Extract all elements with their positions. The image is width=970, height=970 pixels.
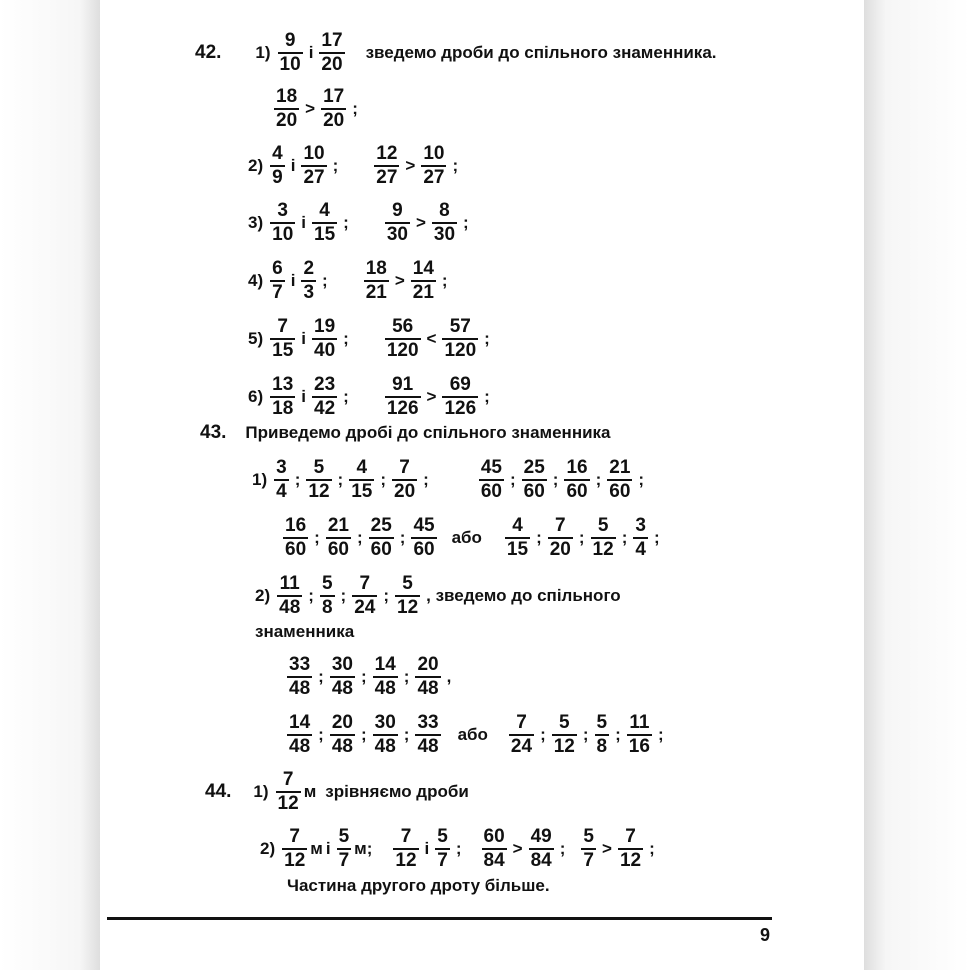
fraction — [287, 654, 312, 700]
numerator: 7 — [400, 826, 412, 847]
denominator: 15 — [272, 340, 294, 361]
denominator: 24 — [354, 597, 376, 618]
numerator: 25 — [523, 457, 545, 478]
numerator: 5 — [437, 826, 448, 847]
numerator: 5 — [313, 457, 325, 478]
numerator: 56 — [392, 316, 414, 337]
numerator: 20 — [417, 654, 439, 675]
fraction — [274, 86, 299, 132]
problem-42-row-1 — [195, 30, 720, 76]
fraction — [349, 457, 374, 503]
fraction — [627, 712, 652, 758]
text: Приведемо дробі до спільного знаменника — [245, 423, 611, 442]
numerator: 4 — [319, 200, 330, 221]
text: зведемо дроби до спільного знаменника. — [365, 43, 717, 62]
numerator: 60 — [483, 826, 505, 847]
problem-42-row-7: 6) $\frac{13}{18}$ і $\frac{23}{42}$ ; $\frac{91}{126}$ > $\frac{69}{126}$ ; — [248, 374, 490, 419]
denominator: 48 — [417, 678, 439, 699]
text: знаменника — [255, 622, 355, 641]
denominator: 60 — [566, 481, 588, 502]
fraction — [591, 515, 616, 561]
fraction — [411, 258, 436, 304]
denominator: 12 — [592, 539, 614, 560]
numerator: 21 — [327, 515, 349, 536]
problem-44-row-2: 2) $\frac{7}{12}$ м і $\frac{5}{7}$ м; $\frac{7}{12}$ і $\frac{5}{7}$ ; $\frac{60}{84}$ > $\frac{49}{84}$ ; $\frac{5}{7}$ > $\frac{7}{12}$ ; — [260, 826, 655, 871]
denominator: 27 — [376, 167, 398, 188]
numerator: 4 — [356, 457, 368, 478]
numerator: 11 — [279, 573, 300, 594]
denominator: 4 — [635, 539, 646, 560]
numerator: 16 — [285, 515, 307, 536]
numerator: 5 — [402, 573, 413, 594]
denominator: 12 — [308, 481, 330, 502]
fraction — [442, 374, 478, 420]
conjunction: і — [308, 43, 314, 62]
denominator: 7 — [338, 850, 350, 871]
fraction — [277, 573, 302, 619]
denominator: 12 — [553, 736, 575, 757]
numerator: 69 — [449, 374, 471, 395]
denominator: 20 — [394, 481, 416, 502]
denominator: 60 — [480, 481, 502, 502]
numerator: 7 — [359, 573, 371, 594]
denominator: 20 — [323, 110, 345, 131]
fraction — [301, 258, 316, 304]
numerator: 91 — [392, 374, 414, 395]
denominator: 48 — [279, 597, 301, 618]
fraction — [373, 654, 398, 700]
denominator: 4 — [276, 481, 287, 502]
numerator: 4 — [512, 515, 523, 536]
numerator: 7 — [289, 826, 300, 847]
denominator: 12 — [397, 597, 419, 618]
fraction — [393, 826, 418, 872]
numerator: 33 — [289, 654, 311, 675]
denominator: 42 — [314, 398, 336, 419]
fraction — [312, 316, 337, 362]
problem-44-row-3 — [287, 876, 550, 896]
page-shadow-right — [864, 0, 970, 970]
numerator: 49 — [530, 826, 552, 847]
numerator: 3 — [276, 457, 287, 478]
numerator: 14 — [289, 712, 311, 733]
fraction — [306, 457, 331, 503]
fraction — [321, 86, 346, 132]
fraction — [270, 374, 295, 420]
problem-43-row-6: $\frac{14}{48}$ ; $\frac{20}{48}$ ; $\frac{30}{48}$ ; $\frac{33}{48}$ або $\frac{7}{24}$ ; $\frac{5}{12}$ ; $\frac{5}{8}$ ; $\frac{11}{16}$ ; — [289, 712, 664, 757]
numerator: 30 — [331, 654, 353, 675]
fraction — [374, 143, 399, 189]
fraction — [337, 826, 352, 872]
denominator: 30 — [433, 224, 456, 245]
numerator: 7 — [399, 457, 410, 478]
denominator: 12 — [395, 850, 417, 871]
numerator: 7 — [277, 316, 288, 337]
numerator: 33 — [417, 712, 439, 733]
denominator: 12 — [277, 793, 299, 814]
footer-rule — [107, 917, 772, 920]
fraction — [522, 457, 547, 503]
problem-43-row-5: $\frac{33}{48}$ ; $\frac{30}{48}$ ; $\frac{14}{48}$ ; $\frac{20}{48}$ , — [289, 654, 452, 699]
numerator: 8 — [439, 200, 450, 221]
denominator: 126 — [444, 398, 477, 419]
numerator: 12 — [376, 143, 398, 164]
fraction — [581, 826, 596, 872]
denominator: 60 — [370, 539, 392, 560]
denominator: 20 — [549, 539, 571, 560]
denominator: 48 — [289, 736, 311, 757]
fraction — [395, 573, 420, 619]
fraction — [529, 826, 554, 872]
fraction — [505, 515, 530, 561]
denominator: 8 — [596, 736, 608, 757]
denominator: 48 — [374, 678, 396, 699]
fraction — [352, 573, 377, 619]
denominator: 15 — [351, 481, 373, 502]
fraction — [618, 826, 643, 872]
problem-number: 44. — [205, 781, 232, 802]
denominator: 10 — [279, 54, 301, 75]
numerator: 3 — [635, 515, 646, 536]
numerator: 19 — [314, 316, 336, 337]
denominator: 12 — [619, 850, 642, 871]
fraction — [411, 515, 436, 561]
numerator: 14 — [374, 654, 396, 675]
numerator: 13 — [272, 374, 294, 395]
denominator: 20 — [276, 110, 298, 131]
fraction — [595, 712, 610, 758]
fraction — [482, 826, 507, 872]
fraction — [369, 515, 394, 561]
fraction — [564, 457, 589, 503]
problem-42-row-3: 2) $\frac{4}{9}$ і $\frac{10}{27}$ ; $\frac{12}{27}$ > $\frac{10}{27}$ ; — [248, 143, 459, 188]
problem-43-row-4 — [255, 622, 354, 642]
page-shadow-left — [0, 0, 100, 970]
fraction — [385, 200, 410, 246]
numerator: 17 — [323, 86, 345, 107]
denominator: 120 — [386, 340, 419, 361]
numerator: 7 — [555, 515, 566, 536]
page-number: 9 — [760, 925, 771, 945]
numerator: 4 — [272, 143, 283, 164]
denominator: 30 — [386, 224, 408, 245]
fraction — [607, 457, 632, 503]
fraction — [442, 316, 478, 362]
problem-43-row-2: $\frac{16}{60}$ ; $\frac{21}{60}$ ; $\frac{25}{60}$ ; $\frac{45}{60}$ або $\frac{4}{15}$ ; $\frac{7}{20}$ ; $\frac{5}{12}$ ; $\frac{3}{4}$ ; — [285, 515, 660, 560]
numerator: 25 — [370, 515, 392, 536]
numerator: 23 — [314, 374, 336, 395]
numerator: 11 — [629, 712, 650, 733]
denominator: 60 — [285, 539, 307, 560]
fraction — [283, 515, 308, 561]
item-label: 1) — [255, 43, 271, 62]
fraction — [392, 457, 417, 503]
problem-43-row-1: 1) $\frac{3}{4}$ ; $\frac{5}{12}$ ; $\frac{4}{15}$ ; $\frac{7}{20}$ ; $\frac{45}{60}$ ; $\frac{25}{60}$ ; $\frac{16}{60}$ ; $\frac{21}{60}$ ; — [252, 457, 645, 502]
problem-42-row-6: 5) $\frac{7}{15}$ і $\frac{19}{40}$ ; $\frac{56}{120}$ < $\frac{57}{120}$ ; — [248, 316, 490, 361]
denominator: 21 — [412, 282, 434, 303]
fraction — [319, 30, 344, 76]
fraction — [373, 712, 398, 758]
denominator: 60 — [327, 539, 349, 560]
fraction — [633, 515, 648, 561]
denominator: 27 — [423, 167, 445, 188]
numerator: 5 — [596, 712, 608, 733]
fraction — [552, 712, 577, 758]
text: , зведемо до спільного — [426, 586, 621, 605]
problem-42-row-4: 3) $\frac{3}{10}$ і $\frac{4}{15}$ ; $\frac{9}{30}$ > $\frac{8}{30}$ ; — [248, 200, 469, 245]
fraction — [385, 316, 421, 362]
denominator: 27 — [303, 167, 325, 188]
denominator: 48 — [331, 678, 353, 699]
denominator: 3 — [303, 282, 315, 303]
numerator: 17 — [321, 30, 343, 51]
fraction — [385, 374, 421, 420]
fraction — [509, 712, 534, 758]
fraction — [548, 515, 573, 561]
fraction — [274, 457, 289, 503]
fraction — [278, 30, 303, 76]
fraction — [270, 200, 295, 246]
numerator: 16 — [566, 457, 588, 478]
problem-number: 43. — [200, 422, 227, 443]
numerator: 7 — [625, 826, 636, 847]
problem-44-row-1: 44. 1) $\frac{7}{12}$ м зрівняємо дроби — [205, 769, 469, 814]
numerator: 9 — [284, 30, 296, 51]
fraction — [415, 712, 440, 758]
numerator: 20 — [331, 712, 353, 733]
problem-42-row-5: 4) $\frac{6}{7}$ і $\frac{2}{3}$ ; $\frac{18}{21}$ > $\frac{14}{21}$ ; — [248, 258, 448, 303]
denominator: 48 — [331, 736, 353, 757]
denominator: 40 — [314, 340, 336, 361]
numerator: 30 — [374, 712, 396, 733]
denominator: 8 — [321, 597, 333, 618]
denominator: 7 — [272, 282, 283, 303]
numerator: 10 — [303, 143, 325, 164]
denominator: 48 — [417, 736, 439, 757]
numerator: 18 — [276, 86, 298, 107]
fraction — [479, 457, 504, 503]
denominator: 16 — [628, 736, 650, 757]
denominator: 24 — [510, 736, 533, 757]
numerator: 45 — [413, 515, 435, 536]
fraction — [312, 374, 337, 420]
denominator: 10 — [272, 224, 294, 245]
denominator: 18 — [272, 398, 294, 419]
denominator: 84 — [530, 850, 552, 871]
denominator: 126 — [386, 398, 419, 419]
fraction — [270, 258, 285, 304]
denominator: 21 — [365, 282, 387, 303]
fraction — [432, 200, 457, 246]
numerator: 21 — [609, 457, 631, 478]
fraction — [435, 826, 450, 872]
fraction — [320, 573, 335, 619]
numerator: 18 — [365, 258, 387, 279]
numerator: 57 — [449, 316, 471, 337]
numerator: 7 — [282, 769, 294, 790]
numerator: 5 — [559, 712, 570, 733]
problem-number: 42. — [195, 42, 222, 63]
numerator: 3 — [277, 200, 288, 221]
fraction — [364, 258, 389, 304]
problem-43-row-3: 2) $\frac{11}{48}$ ; $\frac{5}{8}$ ; $\frac{7}{24}$ ; $\frac{5}{12}$ , зведемо до спільного — [255, 573, 621, 618]
fraction — [287, 712, 312, 758]
fraction — [282, 826, 307, 872]
fraction — [312, 200, 337, 246]
numerator: 6 — [272, 258, 283, 279]
denominator: 9 — [272, 167, 283, 188]
numerator: 45 — [480, 457, 502, 478]
conclusion-text: Частина другого дроту більше. — [287, 876, 550, 895]
problem-42-row-2: $\frac{18}{20}$ > $\frac{17}{20}$ ; — [276, 86, 358, 131]
numerator: 2 — [303, 258, 315, 279]
numerator: 5 — [597, 515, 609, 536]
denominator: 84 — [483, 850, 505, 871]
fraction — [330, 654, 355, 700]
denominator: 60 — [523, 481, 545, 502]
numerator: 5 — [321, 573, 333, 594]
numerator: 7 — [516, 712, 527, 733]
problem-43-heading — [200, 422, 614, 444]
fraction — [330, 712, 355, 758]
fraction — [301, 143, 326, 189]
numerator: 5 — [338, 826, 350, 847]
fraction — [276, 769, 301, 815]
comparison-sign: > — [305, 99, 316, 118]
denominator: 12 — [284, 850, 306, 871]
fraction — [326, 515, 351, 561]
numerator: 9 — [392, 200, 403, 221]
fraction — [421, 143, 446, 189]
text: зрівняємо дроби — [325, 782, 469, 801]
denominator: 20 — [321, 54, 343, 75]
denominator: 48 — [289, 678, 311, 699]
denominator: 60 — [413, 539, 435, 560]
fraction — [270, 143, 285, 189]
fraction — [415, 654, 440, 700]
denominator: 60 — [609, 481, 631, 502]
denominator: 15 — [314, 224, 336, 245]
denominator: 7 — [437, 850, 448, 871]
denominator: 7 — [583, 850, 594, 871]
numerator: 10 — [423, 143, 445, 164]
numerator: 5 — [583, 826, 594, 847]
fraction — [270, 316, 295, 362]
denominator: 120 — [444, 340, 477, 361]
numerator: 14 — [412, 258, 434, 279]
denominator: 15 — [506, 539, 529, 560]
denominator: 48 — [374, 736, 396, 757]
